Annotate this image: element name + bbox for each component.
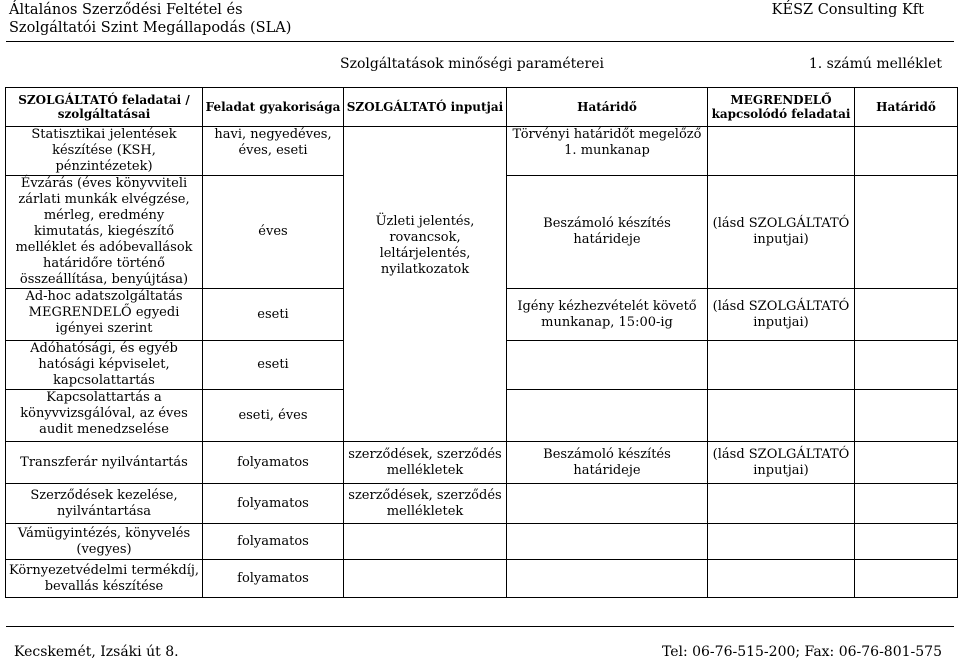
client-task-cell [708, 341, 855, 390]
frequency-cell: folyamatos [203, 560, 344, 598]
annex-label: 1. számú melléklet [808, 56, 942, 72]
task-cell: Évzárás (éves könyvviteli zárlati munkák elvégzése, mérleg, eredmény kimutatás, kiegészítő melléklet és adóbevallások határidőre történő összeállítása, benyújtása) [6, 176, 203, 289]
client-task-cell [708, 560, 855, 598]
service-quality-table [5, 87, 958, 598]
header-cell-frequency: Feladat gyakorisága [203, 88, 344, 127]
client-deadline-cell [855, 390, 958, 442]
task-cell: Transzferár nyilvántartás [6, 442, 203, 484]
client-deadline-cell [855, 560, 958, 598]
document-title [9, 1, 291, 37]
client-deadline-cell [855, 176, 958, 289]
page-header [0, 0, 960, 46]
header-cell-deadline: Határidő [507, 88, 708, 127]
client-task-cell: (lásd SZOLGÁLTATÓ inputjai) [708, 289, 855, 341]
task-cell: Vámügyintézés, könyvelés (vegyes) [6, 524, 203, 560]
frequency-cell: éves [203, 176, 344, 289]
client-task-cell: (lásd SZOLGÁLTATÓ inputjai) [708, 442, 855, 484]
task-cell: Ad-hoc adatszolgáltatás MEGRENDELŐ egyedi igényei szerint [6, 289, 203, 341]
deadline-cell [507, 524, 708, 560]
table-row [6, 484, 958, 524]
deadline-cell: Beszámoló készítés határideje [507, 176, 708, 289]
deadline-cell [507, 484, 708, 524]
task-cell: Környezetvédelmi termékdíj, bevallás készítése [6, 560, 203, 598]
deadline-cell [507, 390, 708, 442]
header-cell-client-deadline: Határidő [855, 88, 958, 127]
frequency-cell: folyamatos [203, 484, 344, 524]
header-divider [6, 41, 954, 42]
header-cell-client-tasks: MEGRENDELŐ kapcsolódó feladatai [708, 88, 855, 127]
deadline-cell: Beszámoló készítés határideje [507, 442, 708, 484]
document-title-line2: Szolgáltatói Szint Megállapodás (SLA) [9, 20, 292, 36]
client-deadline-cell [855, 289, 958, 341]
inputs-cell: szerződések, szerződés mellékletek [344, 484, 507, 524]
frequency-cell: eseti [203, 341, 344, 390]
client-deadline-cell [855, 341, 958, 390]
deadline-cell: Igény kézhezvételét követő munkanap, 15:00-ig [507, 289, 708, 341]
frequency-cell: havi, negyedéves, éves, eseti [203, 127, 344, 176]
footer-divider [6, 626, 954, 627]
footer-address: Kecskemét, Izsáki út 8. [14, 644, 179, 660]
task-cell: Kapcsolattartás a könyvvizsgálóval, az éves audit menedzselése [6, 390, 203, 442]
header-cell-inputs: SZOLGÁLTATÓ inputjai [344, 88, 507, 127]
client-deadline-cell [855, 442, 958, 484]
table-row [6, 442, 958, 484]
table-header-row [6, 88, 958, 127]
deadline-cell: Törvényi határidőt megelőző 1. munkanap [507, 127, 708, 176]
task-cell: Adóhatósági, és egyéb hatósági képviselet, kapcsolattartás [6, 341, 203, 390]
company-name: KÉSZ Consulting Kft [771, 2, 924, 18]
frequency-cell: eseti, éves [203, 390, 344, 442]
task-cell: Szerződések kezelése, nyilvántartása [6, 484, 203, 524]
inputs-cell-merged [344, 127, 507, 442]
task-cell: Statisztikai jelentések készítése (KSH, pénzintézetek) [6, 127, 203, 176]
client-task-cell [708, 127, 855, 176]
deadline-cell [507, 560, 708, 598]
inputs-text: Üzleti jelentés, rovancsok, leltárjelentés, nyilatkozatok [375, 214, 475, 277]
frequency-cell: folyamatos [203, 524, 344, 560]
table-row [6, 524, 958, 560]
footer-contact: Tel: 06-76-515-200; Fax: 06-76-801-575 [661, 644, 942, 660]
client-deadline-cell [855, 127, 958, 176]
table-row [6, 127, 958, 176]
client-deadline-cell [855, 484, 958, 524]
inputs-cell [344, 524, 507, 560]
client-task-cell: (lásd SZOLGÁLTATÓ inputjai) [708, 176, 855, 289]
client-task-cell [708, 390, 855, 442]
table-row [6, 560, 958, 598]
frequency-cell: folyamatos [203, 442, 344, 484]
client-deadline-cell [855, 524, 958, 560]
section-subtitle: Szolgáltatások minőségi paraméterei [340, 56, 604, 72]
client-task-cell [708, 484, 855, 524]
frequency-cell: eseti [203, 289, 344, 341]
deadline-cell [507, 341, 708, 390]
inputs-cell: szerződések, szerződés mellékletek [344, 442, 507, 484]
client-task-cell [708, 524, 855, 560]
header-cell-tasks: SZOLGÁLTATÓ feladatai / szolgáltatásai [6, 88, 203, 127]
inputs-cell [344, 560, 507, 598]
document-title-line1: Általános Szerződési Feltétel és [9, 2, 243, 18]
